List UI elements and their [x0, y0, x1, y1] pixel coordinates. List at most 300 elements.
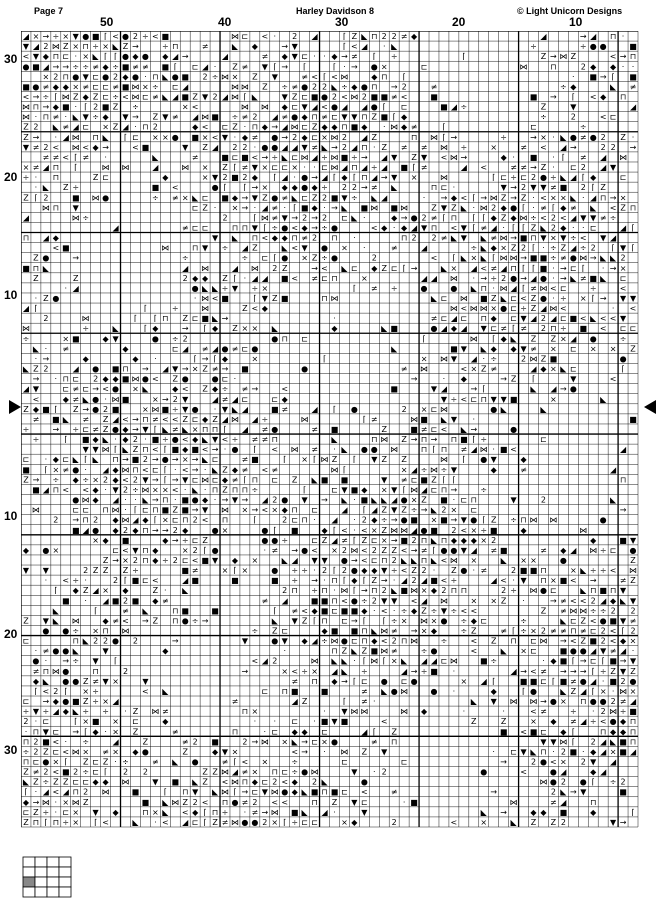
stitch-symbol: 2 [122, 525, 129, 535]
stitch-symbol: ● [370, 62, 378, 72]
stitch-symbol: Z [23, 767, 29, 777]
stitch-symbol: ⌈ [492, 334, 496, 344]
stitch-symbol: ● [549, 767, 557, 777]
stitch-symbol: ⊓ [251, 475, 258, 485]
stitch-symbol: ⊏ [271, 394, 279, 404]
stitch-symbol: · [472, 273, 476, 283]
stitch-symbol: ◢ [470, 445, 477, 455]
stitch-symbol: ⊓ [401, 636, 408, 646]
stitch-symbol: Z [311, 193, 318, 203]
stitch-symbol: 2 [272, 777, 278, 787]
stitch-symbol: ● [559, 555, 567, 565]
stitch-symbol: ◢ [619, 445, 627, 455]
stitch-symbol: ◢ [401, 666, 408, 676]
stitch-symbol: < [201, 122, 209, 132]
stitch-symbol: ▼ [221, 404, 229, 414]
stitch-symbol: ÷ [520, 616, 527, 626]
stitch-symbol: ⋈ [439, 596, 448, 606]
stitch-symbol: < [191, 102, 199, 112]
stitch-symbol: ◢ [231, 767, 239, 777]
stitch-symbol: ⌈ [591, 777, 595, 787]
stitch-symbol: ◣ [540, 404, 547, 414]
stitch-symbol: ⊏ [569, 344, 577, 354]
stitch-symbol: ◣ [341, 263, 348, 273]
stitch-symbol: ⌈ [591, 686, 595, 696]
stitch-symbol: ◆ [301, 727, 308, 737]
stitch-symbol: ÷ [560, 82, 567, 92]
stitch-symbol: ◆ [192, 273, 199, 283]
stitch-symbol: ⌈ [611, 72, 615, 82]
stitch-symbol: ◣ [321, 142, 328, 152]
stitch-symbol: ÷ [470, 243, 478, 253]
stitch-symbol: ● [539, 173, 547, 183]
stitch-symbol: ◆ [221, 354, 229, 364]
stitch-symbol: ■ [101, 102, 110, 112]
stitch-symbol: ● [211, 545, 219, 555]
stitch-symbol: ◆ [211, 324, 219, 334]
stitch-symbol: ⊓ [430, 223, 438, 233]
stitch-symbol: < [351, 42, 358, 52]
stitch-symbol: ⊏ [52, 747, 60, 757]
stitch-symbol: → [171, 455, 179, 465]
stitch-symbol: ■ [519, 566, 528, 576]
stitch-symbol: ⊓ [609, 32, 617, 42]
stitch-symbol: ⊏ [42, 717, 50, 727]
stitch-symbol: × [470, 596, 478, 606]
stitch-symbol: ▼ [301, 142, 308, 152]
stitch-symbol: < [122, 92, 129, 102]
stitch-symbol: ◢ [450, 102, 457, 112]
stitch-symbol: ◢ [221, 414, 229, 424]
stitch-symbol: ⌈ [104, 767, 108, 777]
stitch-symbol: → [211, 445, 219, 455]
stitch-symbol: ⊓ [231, 223, 239, 233]
stitch-symbol: ⋈ [221, 505, 230, 515]
stitch-symbol: × [102, 586, 109, 596]
stitch-symbol: ■ [290, 807, 299, 817]
stitch-symbol: · [84, 576, 87, 586]
stitch-symbol: ⋈ [439, 455, 448, 465]
stitch-symbol: ⋈ [400, 707, 409, 717]
stitch-symbol: < [271, 797, 279, 807]
stitch-symbol: → [430, 435, 438, 445]
stitch-symbol: ⋈ [439, 404, 448, 414]
stitch-symbol: ■ [181, 566, 189, 576]
stitch-symbol: < [52, 767, 60, 777]
stitch-symbol: ◆ [331, 676, 338, 686]
stitch-symbol: × [410, 495, 418, 505]
stitch-symbol: ◆ [301, 636, 308, 646]
stitch-symbol: ⋈ [370, 203, 379, 213]
stitch-symbol: ⌈ [104, 32, 108, 42]
stitch-symbol: → [490, 787, 498, 797]
stitch-symbol: ◆ [192, 807, 199, 817]
stitch-symbol: ▼ [281, 92, 288, 102]
stitch-symbol: ◢ [600, 596, 607, 606]
stitch-symbol: ◣ [460, 253, 467, 263]
stitch-symbol: ⊏ [241, 344, 249, 354]
stitch-symbol: ▼ [102, 676, 109, 686]
stitch-symbol: ⊏ [341, 757, 348, 767]
stitch-symbol: ⌈ [24, 787, 28, 797]
stitch-symbol: ◢ [430, 273, 438, 283]
stitch-symbol: ÷ [142, 32, 149, 42]
stitch-symbol: · [54, 132, 58, 142]
stitch-symbol: ▼ [490, 394, 497, 404]
stitch-symbol: < [102, 817, 109, 827]
row-label-30-bottom: 30 [4, 743, 18, 757]
overview-map-cell [35, 877, 47, 887]
stitch-symbol: ⊓ [540, 566, 547, 576]
stitch-symbol: 2 [610, 606, 616, 616]
stitch-symbol: ⊓ [112, 455, 119, 465]
stitch-symbol: → [450, 485, 458, 495]
stitch-symbol: ▼ [381, 566, 388, 576]
stitch-symbol: ⌈ [74, 717, 78, 727]
stitch-symbol: 2 [53, 72, 59, 82]
stitch-symbol: ◢ [72, 283, 79, 293]
stitch-symbol: ◢ [570, 213, 577, 223]
stitch-symbol: < [171, 414, 179, 424]
stitch-symbol: ⌈ [521, 283, 526, 293]
stitch-symbol: ◣ [610, 737, 617, 747]
stitch-symbol: Z [510, 374, 517, 384]
stitch-symbol: · [382, 122, 386, 132]
stitch-symbol: ● [340, 636, 348, 646]
stitch-symbol: < [241, 757, 249, 767]
stitch-symbol: ▼ [629, 596, 637, 606]
stitch-symbol: ◆ [52, 455, 59, 465]
stitch-symbol: ◣ [162, 807, 169, 817]
stitch-symbol: ≠ [271, 203, 279, 213]
stitch-symbol: ◣ [391, 42, 398, 52]
stitch-symbol: ◆ [152, 545, 159, 555]
stitch-symbol: · [552, 294, 555, 304]
stitch-symbol: → [32, 475, 40, 485]
stitch-symbol: ◣ [381, 686, 388, 696]
stitch-symbol: ⊏ [211, 455, 219, 465]
stitch-symbol: ■ [310, 92, 319, 102]
stitch-symbol: ◣ [112, 42, 119, 52]
stitch-symbol: · [323, 747, 326, 757]
stitch-symbol: ◣ [530, 384, 537, 394]
stitch-symbol: ● [440, 616, 448, 626]
stitch-symbol: Z [202, 203, 208, 213]
stitch-symbol: ⋈ [489, 193, 498, 203]
stitch-symbol: Z [202, 142, 208, 152]
stitch-symbol: · [104, 727, 107, 737]
stitch-symbol: × [420, 354, 428, 364]
stitch-symbol: × [599, 686, 607, 696]
stitch-symbol: < [151, 32, 159, 42]
stitch-symbol: × [360, 273, 368, 283]
stitch-symbol: ● [410, 213, 418, 223]
stitch-symbol: ■ [290, 686, 299, 696]
stitch-symbol: Z [381, 425, 387, 434]
stitch-symbol: ≠ [142, 62, 149, 72]
stitch-symbol: → [589, 576, 597, 586]
stitch-symbol: ÷ [52, 32, 60, 42]
stitch-symbol: ÷ [92, 112, 99, 122]
stitch-symbol: ◆ [52, 82, 59, 92]
stitch-symbol: ◣ [72, 112, 79, 122]
stitch-symbol: · [74, 102, 78, 112]
stitch-symbol: ≠ [460, 445, 468, 455]
stitch-symbol: ● [92, 364, 100, 374]
stitch-symbol: Z [242, 304, 248, 314]
stitch-symbol: 2 [312, 777, 318, 787]
stitch-symbol: ⊏ [22, 697, 30, 707]
stitch-symbol: ⋈ [111, 505, 120, 515]
stitch-symbol: ⊏ [569, 364, 577, 374]
stitch-symbol: ⋈ [71, 142, 80, 152]
stitch-symbol: 2 [192, 797, 198, 807]
stitch-symbol: → [619, 505, 627, 515]
stitch-symbol: Z [540, 163, 547, 173]
stitch-symbol: → [410, 626, 418, 636]
stitch-symbol: ⋈ [201, 263, 210, 273]
stitch-symbol: ≠ [241, 112, 249, 122]
stitch-symbol: ■ [71, 334, 80, 344]
stitch-symbol: ◆ [102, 777, 109, 787]
stitch-symbol: ⋈ [529, 697, 538, 707]
stitch-symbol: ■ [619, 747, 627, 757]
stitch-symbol: ÷ [42, 707, 50, 717]
stitch-symbol: ◆ [162, 173, 169, 183]
stitch-symbol: · [84, 596, 87, 606]
stitch-symbol: × [122, 555, 129, 565]
stitch-symbol: ◢ [62, 132, 69, 142]
stitch-symbol: ⌈ [571, 92, 575, 102]
stitch-symbol: · [64, 283, 68, 293]
stitch-symbol: · [203, 465, 207, 475]
stitch-symbol: ⊏ [151, 465, 159, 475]
stitch-symbol: × [490, 596, 498, 606]
stitch-symbol: ▼ [162, 112, 169, 122]
stitch-symbol: ■ [290, 525, 299, 535]
stitch-symbol: ÷ [281, 82, 289, 92]
stitch-symbol: ⊏ [291, 515, 299, 525]
stitch-symbol: × [261, 757, 269, 767]
stitch-symbol: ▼ [311, 555, 318, 565]
stitch-symbol: ⊏ [321, 727, 328, 737]
stitch-symbol: ⊏ [589, 223, 597, 233]
stitch-symbol: ⋈ [509, 253, 518, 263]
stitch-symbol: ▼ [182, 404, 189, 414]
stitch-symbol: ⌈ [74, 152, 78, 162]
stitch-symbol: ⊓ [271, 767, 278, 777]
stitch-symbol: ◆ [112, 525, 119, 535]
stitch-symbol: ● [589, 42, 597, 52]
stitch-symbol: → [560, 636, 567, 646]
stitch-symbol: ◆ [32, 404, 40, 414]
stitch-symbol: ◣ [500, 404, 507, 414]
stitch-symbol: ◣ [52, 616, 59, 626]
stitch-symbol: × [251, 354, 259, 364]
stitch-symbol: ● [470, 515, 478, 525]
stitch-symbol: ⊓ [371, 435, 378, 445]
stitch-symbol: ◣ [470, 697, 477, 707]
stitch-symbol: ⊏ [351, 636, 358, 646]
stitch-symbol: < [181, 465, 189, 475]
stitch-symbol: · [323, 52, 326, 62]
stitch-symbol: ■ [400, 586, 408, 596]
stitch-symbol: 2 [381, 586, 387, 596]
stitch-symbol: ◣ [331, 435, 338, 445]
stitch-symbol: ≠ [619, 697, 627, 707]
stitch-symbol: Z [92, 92, 99, 102]
stitch-symbol: < [122, 414, 129, 424]
stitch-symbol: ⊓ [361, 142, 368, 152]
stitch-symbol: ◣ [211, 314, 219, 324]
stitch-symbol: × [390, 656, 398, 666]
stitch-symbol: ⊓ [162, 314, 169, 324]
stitch-symbol: < [460, 364, 468, 374]
stitch-symbol: Z [431, 475, 437, 485]
overview-map-cell [59, 867, 71, 877]
stitch-symbol: ÷ [311, 586, 318, 596]
stitch-symbol: ▼ [251, 193, 258, 203]
stitch-symbol: ■ [390, 324, 398, 334]
stitch-symbol: × [72, 82, 80, 92]
stitch-symbol: × [161, 515, 169, 525]
stitch-symbol: ● [52, 646, 60, 656]
stitch-symbol: ◣ [570, 273, 577, 283]
stitch-symbol: < [181, 807, 189, 817]
stitch-symbol: ◣ [440, 414, 448, 424]
stitch-symbol: ● [440, 545, 448, 555]
stitch-symbol: ◣ [470, 283, 477, 293]
stitch-symbol: ◆ [291, 787, 298, 797]
stitch-symbol: · [611, 304, 615, 314]
stitch-symbol: ⌈ [512, 626, 516, 636]
stitch-symbol: → [331, 142, 338, 152]
stitch-symbol: ◣ [560, 132, 567, 142]
stitch-symbol: · [373, 142, 376, 152]
stitch-symbol: ◆ [102, 62, 109, 72]
stitch-symbol: ■ [420, 475, 428, 485]
stitch-symbol: ≠ [579, 273, 587, 283]
stitch-symbol: ⊓ [450, 213, 458, 223]
stitch-symbol: ⊏ [540, 435, 547, 445]
stitch-symbol: ◆ [311, 606, 318, 616]
stitch-symbol: × [550, 394, 557, 404]
stitch-symbol: ⊏ [72, 777, 80, 787]
stitch-symbol: ⊓ [22, 737, 30, 747]
stitch-symbol: ÷ [490, 656, 498, 666]
stitch-symbol: × [142, 404, 149, 414]
stitch-symbol: ≠ [420, 163, 428, 173]
stitch-symbol: ÷ [171, 404, 179, 414]
stitch-symbol: ⊏ [301, 92, 308, 102]
stitch-symbol: < [22, 52, 30, 62]
stitch-symbol: Z [152, 616, 159, 626]
stitch-symbol: ⊏ [62, 384, 70, 394]
stitch-symbol: → [42, 32, 50, 42]
stitch-symbol: ■ [529, 152, 538, 162]
stitch-symbol: ⌈ [253, 445, 257, 455]
stitch-symbol: < [460, 606, 468, 616]
stitch-symbol: ≠ [540, 203, 547, 213]
stitch-symbol: Z [33, 273, 39, 283]
stitch-symbol: × [92, 626, 99, 636]
stitch-symbol: ≠ [569, 717, 577, 727]
stitch-symbol: ⊏ [82, 777, 90, 787]
stitch-symbol: ⌈ [283, 455, 287, 465]
stitch-symbol: ÷ [52, 475, 60, 485]
stitch-symbol: ▼ [520, 344, 527, 354]
stitch-symbol: < [321, 263, 328, 273]
stitch-symbol: 2 [550, 213, 556, 223]
stitch-symbol: ■ [529, 92, 538, 102]
stitch-symbol: ÷ [22, 425, 30, 434]
stitch-symbol: ■ [440, 102, 448, 112]
stitch-symbol: 2 [630, 606, 636, 616]
stitch-symbol: Z [72, 92, 79, 102]
stitch-symbol: ÷ [221, 807, 229, 817]
stitch-symbol: ≠ [52, 152, 60, 162]
stitch-symbol: ◢ [261, 273, 268, 283]
stitch-symbol: 2 [331, 92, 338, 102]
stitch-symbol: ⊏ [191, 817, 199, 827]
stitch-symbol: < [440, 425, 448, 434]
stitch-symbol: ÷ [112, 62, 119, 72]
stitch-symbol: ⊓ [321, 294, 328, 304]
stitch-symbol: ◆ [281, 52, 288, 62]
column-label-20: 20 [452, 15, 466, 29]
stitch-symbol: ■ [121, 394, 130, 404]
stitch-symbol: · [84, 465, 87, 475]
stitch-symbol: ◣ [401, 555, 408, 565]
stitch-symbol: ■ [320, 596, 329, 606]
stitch-symbol: ÷ [321, 636, 328, 646]
stitch-symbol: < [191, 555, 199, 565]
stitch-symbol: ⊏ [301, 122, 308, 132]
stitch-symbol: ● [131, 72, 139, 82]
stitch-symbol: ◢ [629, 102, 637, 112]
stitch-symbol: < [470, 646, 478, 656]
stitch-symbol: · [631, 62, 635, 72]
stitch-symbol: ÷ [579, 243, 587, 253]
stitch-symbol: ⊓ [540, 576, 547, 586]
stitch-symbol: ⊓ [231, 485, 239, 495]
stitch-symbol: ⌈ [313, 455, 317, 465]
stitch-symbol: → [221, 364, 229, 374]
stitch-symbol: ⊏ [171, 515, 179, 525]
stitch-symbol: ◆ [261, 122, 268, 132]
stitch-symbol: ▼ [391, 173, 398, 183]
stitch-symbol: ◆ [490, 465, 497, 475]
stitch-symbol: 2 [132, 435, 138, 445]
stitch-symbol: ⌈ [34, 193, 38, 203]
stitch-symbol: ≠ [171, 193, 179, 203]
stitch-symbol: ⊓ [629, 203, 637, 213]
stitch-symbol: 2 [530, 173, 537, 183]
stitch-symbol: ÷ [569, 707, 577, 717]
stitch-symbol: ▼ [291, 616, 298, 626]
stitch-symbol: ⊓ [82, 42, 89, 52]
stitch-symbol: ● [500, 304, 508, 314]
stitch-symbol: ◣ [480, 344, 487, 354]
stitch-symbol: ◣ [460, 203, 467, 213]
stitch-symbol: · [134, 122, 137, 132]
stitch-symbol: ◢ [341, 505, 348, 515]
stitch-symbol: ⋈ [101, 445, 110, 455]
stitch-symbol: Z [23, 132, 29, 142]
stitch-symbol: · [462, 707, 466, 717]
stitch-symbol: ⌈ [581, 263, 585, 273]
stitch-symbol: ◆ [560, 727, 567, 737]
